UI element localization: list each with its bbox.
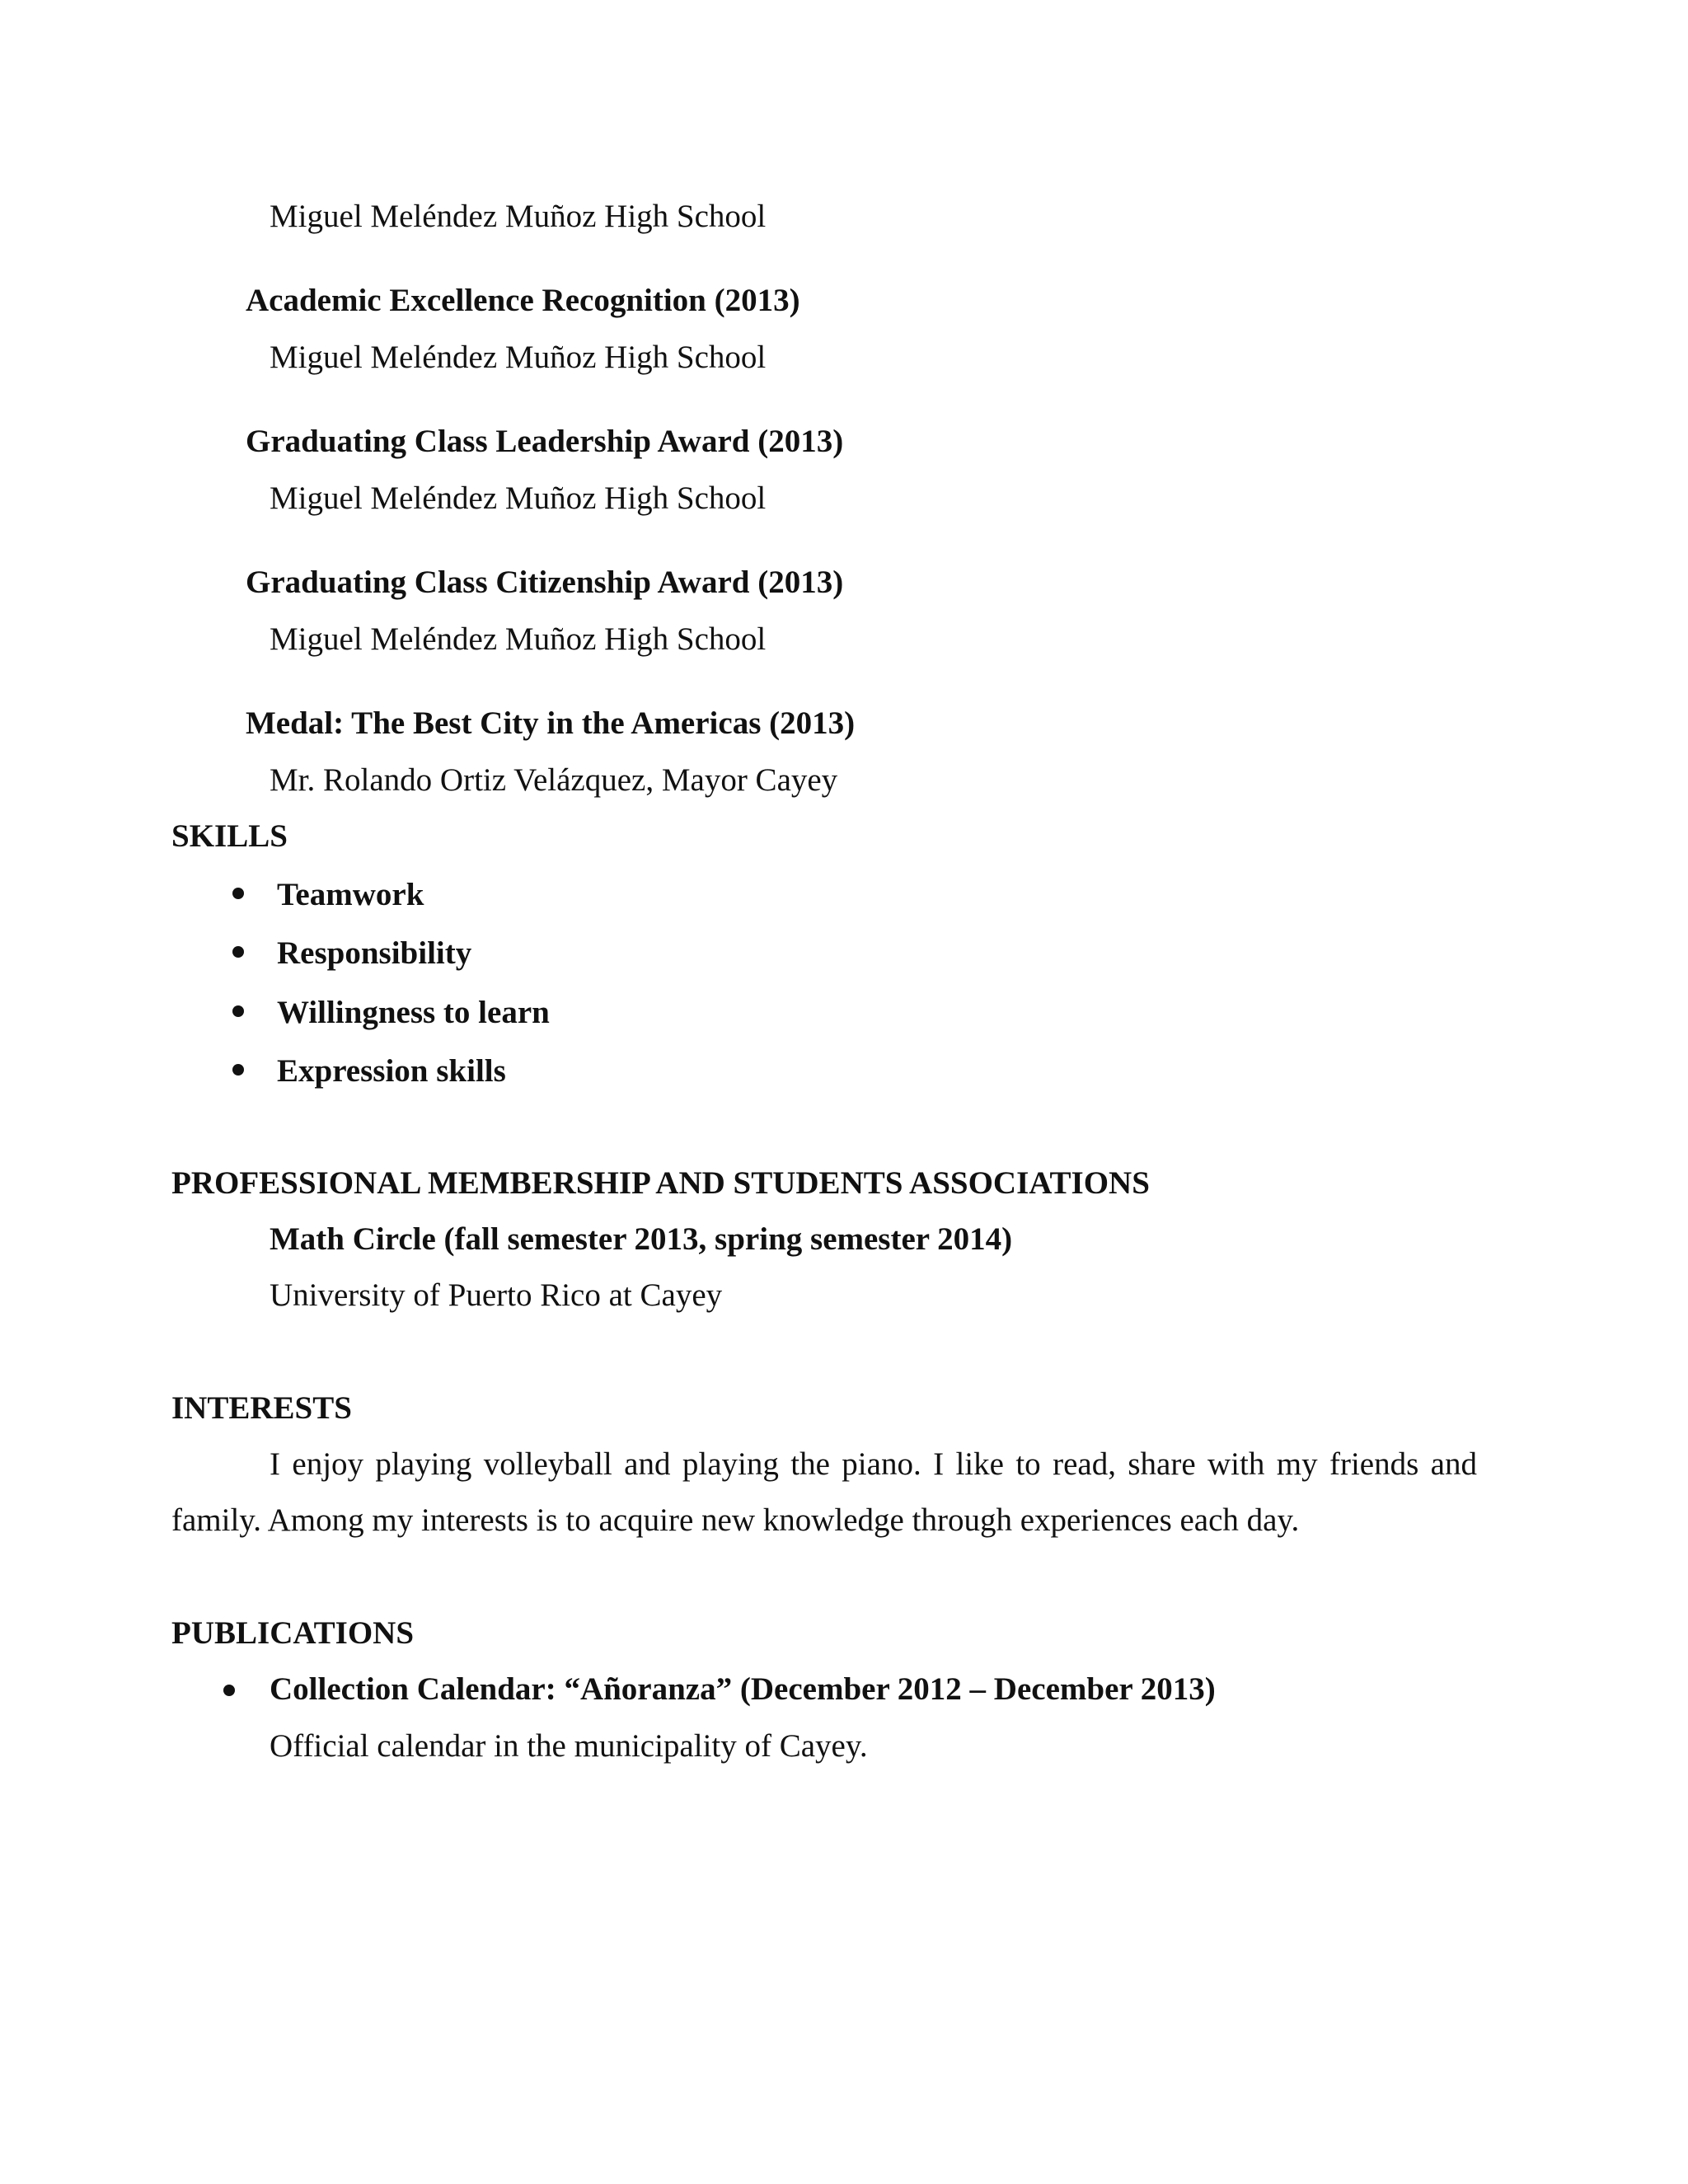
publications-heading: PUBLICATIONS bbox=[171, 1615, 415, 1651]
publication-title: Collection Calendar: “Añoranza” (December 2012 – December 2013) bbox=[270, 1671, 1216, 1707]
award-institution: Miguel Meléndez Muñoz High School bbox=[270, 199, 767, 234]
award-title: Medal: The Best City in the Americas (2013) bbox=[246, 705, 856, 741]
skill-item: Responsibility bbox=[277, 935, 472, 971]
membership-title: Math Circle (fall semester 2013, spring semester 2014) bbox=[270, 1221, 1013, 1257]
award-institution: Miguel Meléndez Muñoz High School bbox=[270, 621, 767, 657]
award-institution: Mr. Rolando Ortiz Velázquez, Mayor Cayey bbox=[270, 762, 838, 798]
bullet-icon bbox=[223, 1685, 235, 1696]
award-institution: Miguel Meléndez Muñoz High School bbox=[270, 480, 767, 516]
interests-paragraph-line: family. Among my interests is to acquire new knowledge through experiences each day. bbox=[171, 1502, 1300, 1538]
award-title: Graduating Class Leadership Award (2013) bbox=[246, 424, 844, 459]
skill-item: Expression skills bbox=[277, 1053, 506, 1089]
bullet-icon bbox=[232, 946, 244, 958]
skills-heading: SKILLS bbox=[171, 818, 288, 854]
interests-heading: INTERESTS bbox=[171, 1390, 352, 1426]
memberships-heading: PROFESSIONAL MEMBERSHIP AND STUDENTS ASSOCIATIONS bbox=[171, 1165, 1150, 1201]
skill-item: Willingness to learn bbox=[277, 995, 550, 1030]
bullet-icon bbox=[232, 1064, 244, 1076]
publication-detail: Official calendar in the municipality of Cayey. bbox=[270, 1728, 868, 1764]
bullet-icon bbox=[232, 1005, 244, 1017]
skill-item: Teamwork bbox=[277, 877, 424, 912]
membership-institution: University of Puerto Rico at Cayey bbox=[270, 1277, 723, 1313]
award-institution: Miguel Meléndez Muñoz High School bbox=[270, 340, 767, 375]
interests-paragraph-line: I enjoy playing volleyball and playing the piano. I like to read, share with my friends and bbox=[270, 1446, 1477, 1482]
bullet-icon bbox=[232, 888, 244, 899]
award-title: Academic Excellence Recognition (2013) bbox=[246, 283, 800, 318]
award-title: Graduating Class Citizenship Award (2013) bbox=[246, 565, 844, 600]
